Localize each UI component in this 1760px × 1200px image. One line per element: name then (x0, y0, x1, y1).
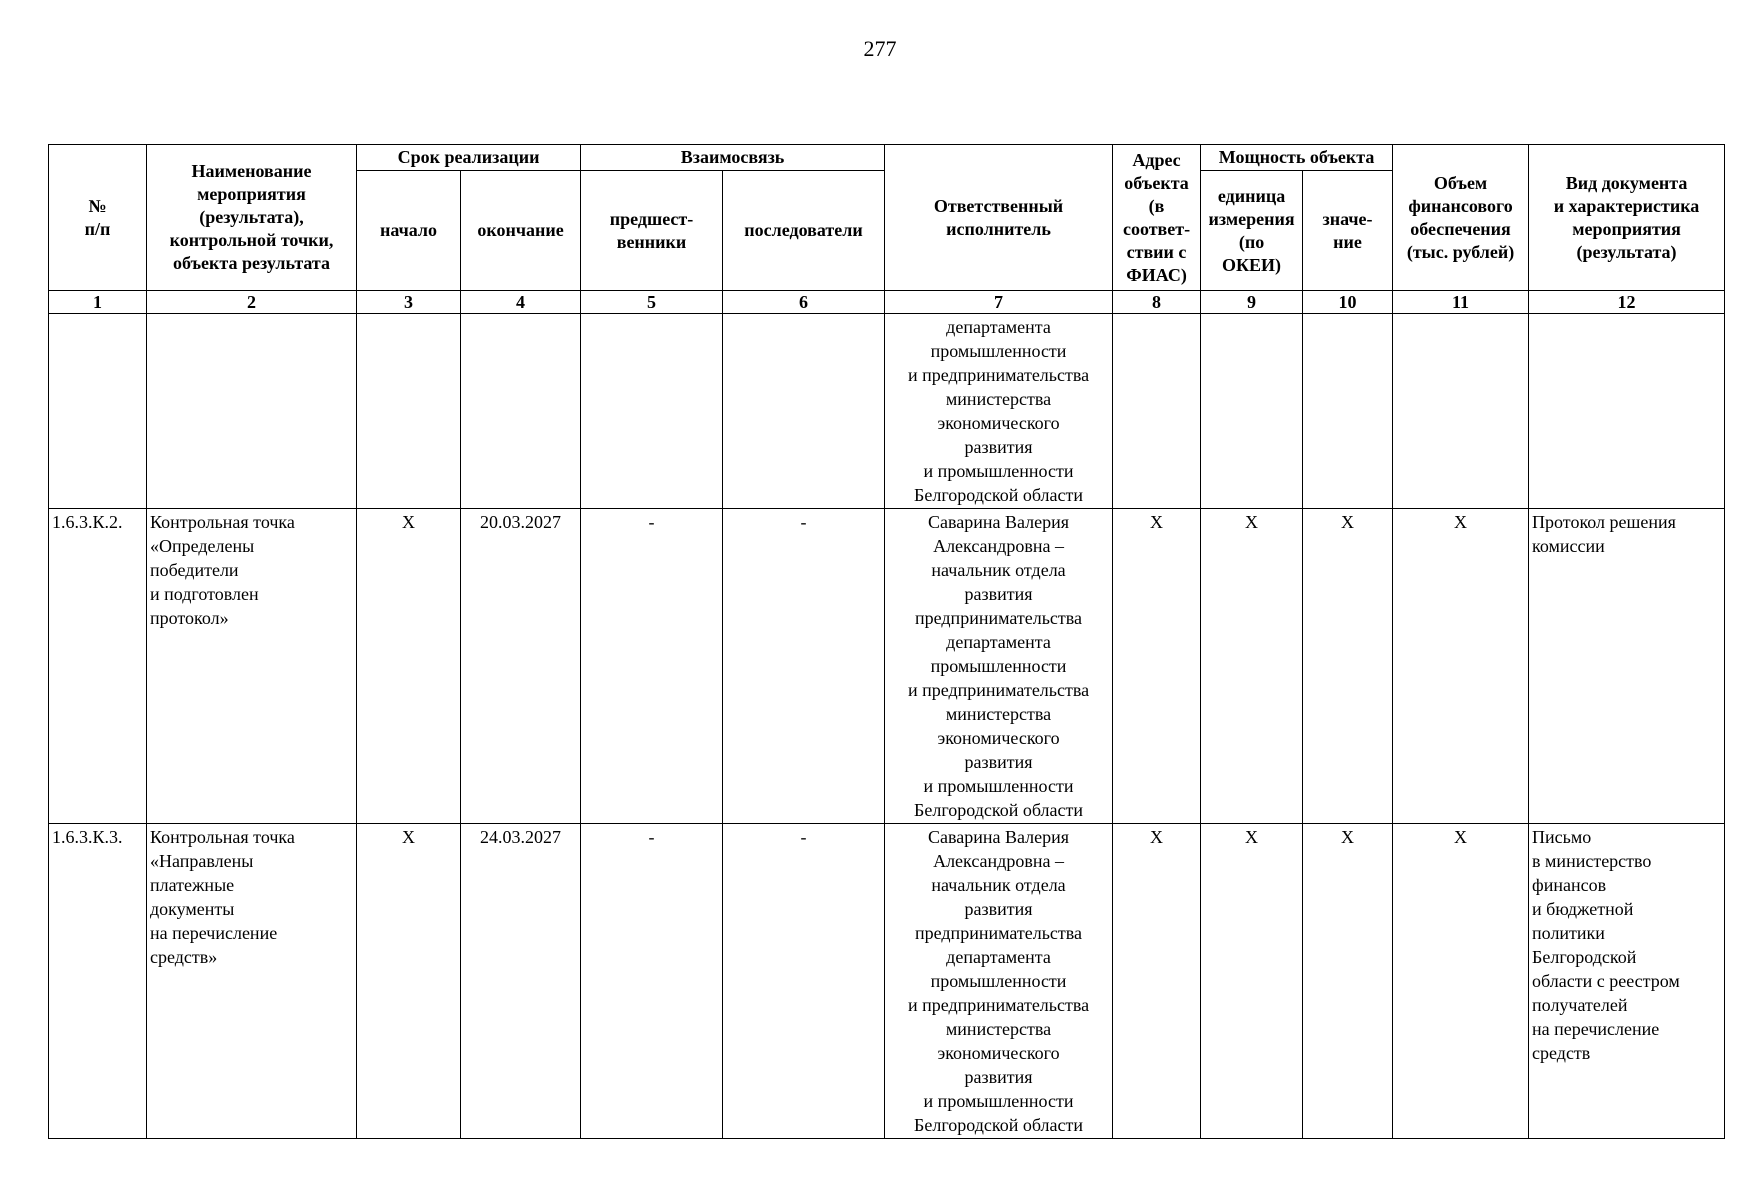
header-predecessors: предшест- венники (581, 171, 723, 291)
table-row (49, 824, 1725, 1139)
column-number: 10 (1303, 291, 1393, 314)
header-capacity: Мощность объекта (1201, 145, 1393, 171)
unit-cell: X (1201, 824, 1303, 1139)
successors-cell: - (723, 509, 885, 824)
header-successors: последователи (723, 171, 885, 291)
row-num-cell: 1.6.3.К.2. (49, 509, 147, 824)
column-number: 7 (885, 291, 1113, 314)
row-num-cell: 1.6.3.К.3. (49, 824, 147, 1139)
column-number: 8 (1113, 291, 1201, 314)
table-row-continuation (49, 314, 1725, 509)
column-number: 2 (147, 291, 357, 314)
unit-cell: X (1201, 509, 1303, 824)
header-executor: Ответственный исполнитель (885, 145, 1113, 291)
header-num: № п/п (49, 145, 147, 291)
column-number: 9 (1201, 291, 1303, 314)
column-number: 4 (461, 291, 581, 314)
doc-cell: Письмо в министерство финансов и бюджетной политики Белгородской области с реестром получателей на перечисление средств (1529, 824, 1725, 1139)
column-number: 6 (723, 291, 885, 314)
implementation-plan-table (48, 144, 1725, 1139)
column-number: 1 (49, 291, 147, 314)
header-doc-type: Вид документа и характеристика мероприятия (результата) (1529, 145, 1725, 291)
header-value: значе- ние (1303, 171, 1393, 291)
doc-cell: Протокол решения комиссии (1529, 509, 1725, 824)
header-name: Наименование мероприятия (результата), контрольной точки, объекта результата (147, 145, 357, 291)
column-number: 12 (1529, 291, 1725, 314)
header-period: Срок реализации (357, 145, 581, 171)
table-row (49, 509, 1725, 824)
executor-cell: Саварина Валерия Александровна – начальник отдела развития предпринимательства департамента промышленности и предпринимательства министерства экономического развития и промышленности Белгородской области (885, 824, 1113, 1139)
header-address: Адрес объекта (в соответ- ствии с ФИАС) (1113, 145, 1201, 291)
finance-cell: X (1393, 824, 1529, 1139)
row-name-cell: Контрольная точка «Определены победители и подготовлен протокол» (147, 509, 357, 824)
column-number: 11 (1393, 291, 1529, 314)
row-name-cell: Контрольная точка «Направлены платежные документы на перечисление средств» (147, 824, 357, 1139)
start-cell: X (357, 824, 461, 1139)
header-finance: Объем финансового обеспечения (тыс. рублей) (1393, 145, 1529, 291)
header-period-end: окончание (461, 171, 581, 291)
value-cell: X (1303, 824, 1393, 1139)
value-cell: X (1303, 509, 1393, 824)
header-link: Взаимосвязь (581, 145, 885, 171)
header-unit: единица измерения (по ОКЕИ) (1201, 171, 1303, 291)
address-cell: X (1113, 509, 1201, 824)
predecessors-cell: - (581, 509, 723, 824)
executor-cell: департамента промышленности и предпринимательства министерства экономического развития и промышленности Белгородской области (885, 314, 1113, 509)
finance-cell: X (1393, 509, 1529, 824)
page-number: 277 (863, 36, 897, 61)
executor-cell: Саварина Валерия Александровна – начальник отдела развития предпринимательства департамента промышленности и предпринимательства министерства экономического развития и промышленности Белгородской области (885, 509, 1113, 824)
column-number: 5 (581, 291, 723, 314)
header-period-start: начало (357, 171, 461, 291)
end-cell: 20.03.2027 (461, 509, 581, 824)
end-cell: 24.03.2027 (461, 824, 581, 1139)
address-cell: X (1113, 824, 1201, 1139)
successors-cell: - (723, 824, 885, 1139)
column-number: 3 (357, 291, 461, 314)
start-cell: X (357, 509, 461, 824)
predecessors-cell: - (581, 824, 723, 1139)
